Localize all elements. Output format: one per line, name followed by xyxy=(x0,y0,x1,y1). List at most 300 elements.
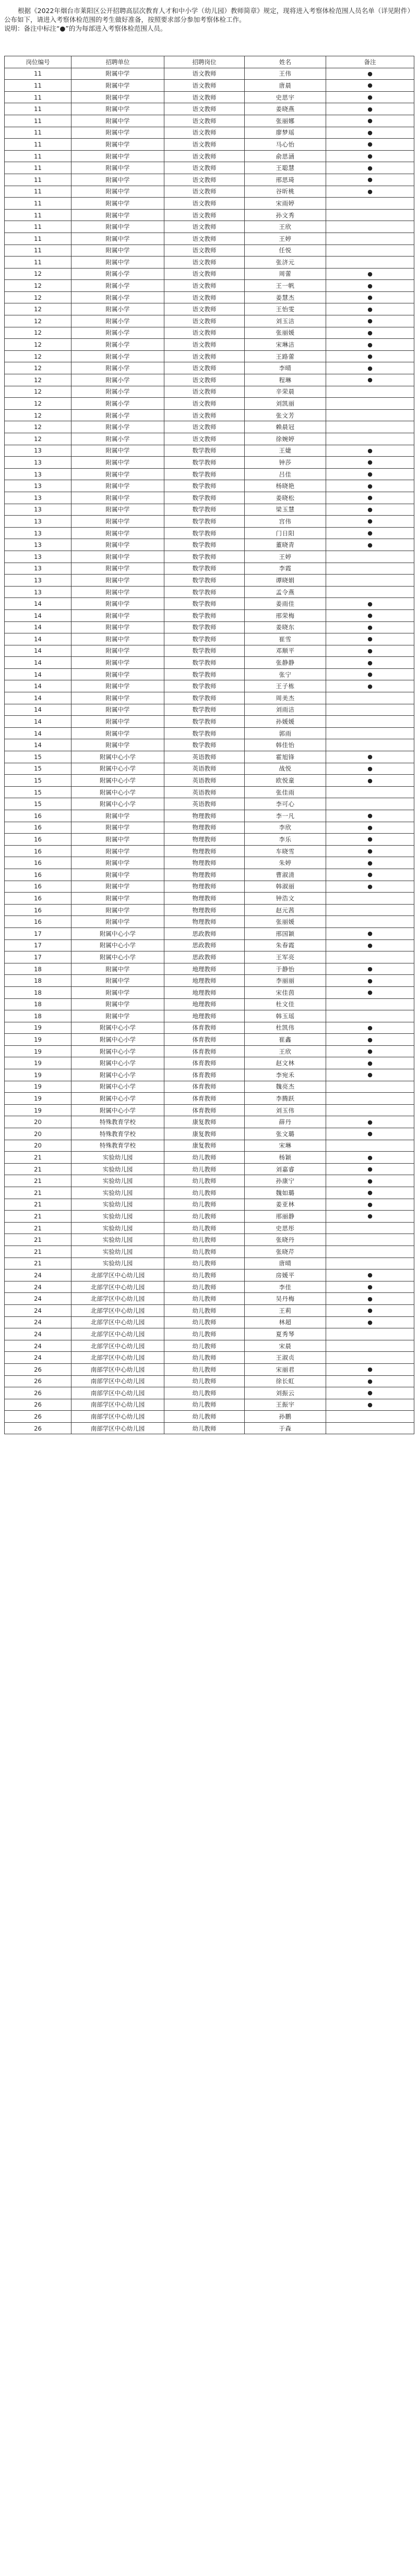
table-row xyxy=(5,1352,414,1364)
name-cell: 霍旭锋 xyxy=(245,751,326,763)
name-cell: 孙康宁 xyxy=(245,1175,326,1187)
unit-cell: 附属中学 xyxy=(71,680,164,692)
name-cell: 王路蕾 xyxy=(245,350,326,362)
position-cell: 物理教师 xyxy=(164,893,245,905)
post-id-cell: 12 xyxy=(5,362,71,374)
remark-cell xyxy=(326,551,414,563)
name-cell: 王子栋 xyxy=(245,680,326,692)
unit-cell: 附属中学 xyxy=(71,716,164,728)
table-row xyxy=(5,727,414,739)
post-id-cell: 24 xyxy=(5,1340,71,1352)
name-cell: 宋雨婷 xyxy=(245,198,326,210)
name-cell: 邢国颖 xyxy=(245,927,326,939)
name-cell: 俞思涵 xyxy=(245,150,326,162)
unit-cell: 北部学区中心幼儿园 xyxy=(71,1304,164,1316)
post-id-cell: 16 xyxy=(5,904,71,916)
name-cell: 王聪慧 xyxy=(245,162,326,174)
unit-cell: 实验幼儿园 xyxy=(71,1152,164,1164)
remark-cell: ● xyxy=(326,150,414,162)
position-cell: 体育教师 xyxy=(164,1069,245,1081)
position-cell: 幼儿教师 xyxy=(164,1163,245,1175)
name-cell: 王婷 xyxy=(245,233,326,245)
position-cell: 数学教师 xyxy=(164,692,245,704)
remark-cell: ● xyxy=(326,668,414,680)
unit-cell: 附属中学 xyxy=(71,834,164,846)
unit-cell: 附属小学 xyxy=(71,291,164,303)
unit-cell: 附属中心小学 xyxy=(71,751,164,763)
position-cell: 幼儿教师 xyxy=(164,1293,245,1305)
unit-cell: 附属中学 xyxy=(71,174,164,186)
post-id-cell: 21 xyxy=(5,1258,71,1269)
table-row xyxy=(5,233,414,245)
unit-cell: 附属中学 xyxy=(71,445,164,457)
name-cell: 刘玉伟 xyxy=(245,1104,326,1116)
remark-cell: ● xyxy=(326,1116,414,1128)
name-cell: 张丽媛 xyxy=(245,916,326,928)
name-cell: 李宛禾 xyxy=(245,1069,326,1081)
post-id-cell: 19 xyxy=(5,1081,71,1093)
remark-cell xyxy=(326,1140,414,1152)
remark-cell: ● xyxy=(326,162,414,174)
remark-cell xyxy=(326,1222,414,1234)
position-cell: 地理教师 xyxy=(164,1010,245,1022)
name-cell: 李乐 xyxy=(245,834,326,846)
name-cell: 宫伟 xyxy=(245,516,326,528)
post-id-cell: 16 xyxy=(5,822,71,834)
name-cell: 钟莎 xyxy=(245,457,326,469)
unit-cell: 附属中学 xyxy=(71,1010,164,1022)
table-row xyxy=(5,1304,414,1316)
table-row xyxy=(5,986,414,998)
unit-cell: 北部学区中心幼儿园 xyxy=(71,1281,164,1293)
name-cell: 史思彤 xyxy=(245,1222,326,1234)
remark-cell xyxy=(326,1328,414,1340)
unit-cell: 附属中学 xyxy=(71,139,164,151)
position-cell: 语文教师 xyxy=(164,68,245,80)
table-row xyxy=(5,963,414,975)
name-cell: 郭雨 xyxy=(245,727,326,739)
position-cell: 语文教师 xyxy=(164,209,245,221)
post-id-cell: 24 xyxy=(5,1281,71,1293)
table-row xyxy=(5,362,414,374)
post-id-cell: 11 xyxy=(5,174,71,186)
remark-cell: ● xyxy=(326,1175,414,1187)
remark-cell xyxy=(326,221,414,233)
name-cell: 门日阳 xyxy=(245,527,326,539)
position-cell: 体育教师 xyxy=(164,1057,245,1069)
table-row xyxy=(5,1258,414,1269)
position-cell: 物理教师 xyxy=(164,822,245,834)
position-cell: 数学教师 xyxy=(164,516,245,528)
remark-cell: ● xyxy=(326,1281,414,1293)
table-row xyxy=(5,1010,414,1022)
position-cell: 幼儿教师 xyxy=(164,1352,245,1364)
unit-cell: 附属中学 xyxy=(71,893,164,905)
position-cell: 物理教师 xyxy=(164,869,245,881)
table-row xyxy=(5,834,414,846)
name-cell: 张丽娜 xyxy=(245,115,326,127)
position-cell: 幼儿教师 xyxy=(164,1246,245,1258)
post-id-cell: 19 xyxy=(5,1104,71,1116)
name-cell: 张宁 xyxy=(245,668,326,680)
table-row xyxy=(5,586,414,598)
remark-cell: ● xyxy=(326,127,414,139)
position-cell: 数学教师 xyxy=(164,727,245,739)
position-cell: 语文教师 xyxy=(164,398,245,410)
unit-cell: 附属中学 xyxy=(71,221,164,233)
table-row xyxy=(5,763,414,775)
unit-cell: 附属中心小学 xyxy=(71,1069,164,1081)
name-cell: 薛丹 xyxy=(245,1116,326,1128)
remark-cell: ● xyxy=(326,1293,414,1305)
position-cell: 英语教师 xyxy=(164,763,245,775)
post-id-cell: 20 xyxy=(5,1128,71,1140)
name-cell: 朱春霞 xyxy=(245,939,326,951)
table-row xyxy=(5,1081,414,1093)
remark-cell xyxy=(326,704,414,716)
remark-cell: ● xyxy=(326,445,414,457)
name-cell: 王婕 xyxy=(245,445,326,457)
name-cell: 杜文佳 xyxy=(245,998,326,1010)
unit-cell: 附属中心小学 xyxy=(71,1093,164,1105)
unit-cell: 附属小学 xyxy=(71,268,164,280)
table-row xyxy=(5,162,414,174)
unit-cell: 附属中心小学 xyxy=(71,775,164,787)
unit-cell: 附属中学 xyxy=(71,869,164,881)
name-cell: 李晴 xyxy=(245,362,326,374)
post-id-cell: 24 xyxy=(5,1304,71,1316)
table-row xyxy=(5,845,414,857)
position-cell: 语文教师 xyxy=(164,198,245,210)
name-cell: 曹淑清 xyxy=(245,869,326,881)
name-cell: 周美杰 xyxy=(245,692,326,704)
position-cell: 地理教师 xyxy=(164,998,245,1010)
remark-cell xyxy=(326,409,414,421)
remark-cell: ● xyxy=(326,80,414,92)
post-id-cell: 24 xyxy=(5,1328,71,1340)
name-cell: 李丽丽 xyxy=(245,975,326,987)
remark-cell: ● xyxy=(326,539,414,551)
remark-cell: ● xyxy=(326,504,414,516)
table-row xyxy=(5,551,414,563)
unit-cell: 附属中学 xyxy=(71,551,164,563)
post-id-cell: 13 xyxy=(5,445,71,457)
post-id-cell: 20 xyxy=(5,1116,71,1128)
unit-cell: 附属中学 xyxy=(71,586,164,598)
post-id-cell: 18 xyxy=(5,963,71,975)
unit-cell: 附属中学 xyxy=(71,621,164,633)
post-id-cell: 21 xyxy=(5,1187,71,1199)
post-id-cell: 26 xyxy=(5,1411,71,1423)
post-id-cell: 18 xyxy=(5,998,71,1010)
table-row xyxy=(5,1093,414,1105)
name-cell: 李一凡 xyxy=(245,810,326,822)
post-id-cell: 15 xyxy=(5,763,71,775)
post-id-cell: 15 xyxy=(5,786,71,798)
remark-cell: ● xyxy=(326,327,414,339)
post-id-cell: 16 xyxy=(5,834,71,846)
name-cell: 房媛平 xyxy=(245,1269,326,1281)
post-id-cell: 14 xyxy=(5,598,71,610)
unit-cell: 南部学区中心幼儿园 xyxy=(71,1363,164,1375)
post-id-cell: 21 xyxy=(5,1211,71,1223)
remark-cell xyxy=(326,209,414,221)
name-cell: 孙文秀 xyxy=(245,209,326,221)
position-cell: 幼儿教师 xyxy=(164,1211,245,1223)
unit-cell: 附属中心小学 xyxy=(71,798,164,810)
position-cell: 幼儿教师 xyxy=(164,1222,245,1234)
remark-cell: ● xyxy=(326,1128,414,1140)
position-cell: 英语教师 xyxy=(164,775,245,787)
table-row xyxy=(5,680,414,692)
remark-cell: ● xyxy=(326,1211,414,1223)
remark-cell: ● xyxy=(326,986,414,998)
position-cell: 数学教师 xyxy=(164,716,245,728)
post-id-cell: 12 xyxy=(5,268,71,280)
table-row xyxy=(5,1234,414,1246)
position-cell: 语文教师 xyxy=(164,221,245,233)
unit-cell: 附属中学 xyxy=(71,633,164,645)
remark-cell: ● xyxy=(326,1057,414,1069)
post-id-cell: 26 xyxy=(5,1399,71,1411)
post-id-cell: 16 xyxy=(5,893,71,905)
name-cell: 钟浩文 xyxy=(245,893,326,905)
unit-cell: 附属小学 xyxy=(71,315,164,327)
unit-cell: 附属小学 xyxy=(71,374,164,386)
post-id-cell: 13 xyxy=(5,539,71,551)
unit-cell: 北部学区中心幼儿园 xyxy=(71,1340,164,1352)
position-cell: 数学教师 xyxy=(164,551,245,563)
position-cell: 数学教师 xyxy=(164,633,245,645)
name-cell: 宋琳 xyxy=(245,1140,326,1152)
position-cell: 物理教师 xyxy=(164,916,245,928)
unit-cell: 南部学区中心幼儿园 xyxy=(71,1387,164,1399)
table-row xyxy=(5,268,414,280)
unit-cell: 附属中学 xyxy=(71,80,164,92)
unit-cell: 附属中学 xyxy=(71,162,164,174)
position-cell: 数学教师 xyxy=(164,492,245,504)
unit-cell: 附属中心小学 xyxy=(71,1034,164,1046)
remark-cell: ● xyxy=(326,963,414,975)
table-row xyxy=(5,421,414,433)
remark-cell: ● xyxy=(326,1375,414,1387)
remark-cell: ● xyxy=(326,303,414,315)
table-row xyxy=(5,457,414,469)
table-row xyxy=(5,504,414,516)
table-row xyxy=(5,1140,414,1152)
remark-cell: ● xyxy=(326,374,414,386)
position-cell: 英语教师 xyxy=(164,751,245,763)
remark-cell: ● xyxy=(326,621,414,633)
unit-cell: 附属中心小学 xyxy=(71,1057,164,1069)
position-cell: 体育教师 xyxy=(164,1081,245,1093)
table-row xyxy=(5,1411,414,1423)
position-cell: 幼儿教师 xyxy=(164,1422,245,1434)
post-id-cell: 18 xyxy=(5,986,71,998)
remark-cell: ● xyxy=(326,468,414,480)
remark-cell: ● xyxy=(326,927,414,939)
column-header-remark: 备注 xyxy=(326,56,414,68)
table-row xyxy=(5,751,414,763)
remark-cell: ● xyxy=(326,139,414,151)
table-row xyxy=(5,810,414,822)
name-cell: 宋丽君 xyxy=(245,1363,326,1375)
position-cell: 语文教师 xyxy=(164,80,245,92)
table-row xyxy=(5,209,414,221)
post-id-cell: 16 xyxy=(5,881,71,893)
name-cell: 谭晓娟 xyxy=(245,575,326,587)
unit-cell: 附属中学 xyxy=(71,198,164,210)
unit-cell: 附属中学 xyxy=(71,881,164,893)
position-cell: 幼儿教师 xyxy=(164,1234,245,1246)
post-id-cell: 20 xyxy=(5,1140,71,1152)
post-id-cell: 14 xyxy=(5,704,71,716)
table-row xyxy=(5,339,414,351)
unit-cell: 附属中学 xyxy=(71,468,164,480)
unit-cell: 附属中学 xyxy=(71,103,164,115)
name-cell: 赖晨冠 xyxy=(245,421,326,433)
position-cell: 康复教师 xyxy=(164,1128,245,1140)
remark-cell: ● xyxy=(326,103,414,115)
table-row xyxy=(5,869,414,881)
position-cell: 物理教师 xyxy=(164,857,245,869)
remark-cell xyxy=(326,245,414,257)
position-cell: 幼儿教师 xyxy=(164,1375,245,1387)
table-row xyxy=(5,150,414,162)
post-id-cell: 26 xyxy=(5,1363,71,1375)
name-cell: 王莉 xyxy=(245,1304,326,1316)
unit-cell: 附属中心小学 xyxy=(71,1081,164,1093)
remark-cell xyxy=(326,692,414,704)
name-cell: 姜雨佳 xyxy=(245,598,326,610)
table-row xyxy=(5,303,414,315)
name-cell: 姜晓燕 xyxy=(245,103,326,115)
unit-cell: 附属中学 xyxy=(71,209,164,221)
remark-cell: ● xyxy=(326,822,414,834)
unit-cell: 特殊教育学校 xyxy=(71,1116,164,1128)
position-cell: 数学教师 xyxy=(164,480,245,492)
unit-cell: 北部学区中心幼儿园 xyxy=(71,1316,164,1328)
post-id-cell: 13 xyxy=(5,586,71,598)
post-id-cell: 17 xyxy=(5,939,71,951)
post-id-cell: 26 xyxy=(5,1375,71,1387)
post-id-cell: 26 xyxy=(5,1422,71,1434)
remark-cell: ● xyxy=(326,492,414,504)
remark-cell: ● xyxy=(326,645,414,657)
position-cell: 物理教师 xyxy=(164,881,245,893)
position-cell: 语文教师 xyxy=(164,245,245,257)
name-cell: 王振宇 xyxy=(245,1399,326,1411)
position-cell: 英语教师 xyxy=(164,786,245,798)
name-cell: 辛荣晨 xyxy=(245,386,326,398)
name-cell: 谷昕桃 xyxy=(245,186,326,198)
post-id-cell: 24 xyxy=(5,1316,71,1328)
name-cell: 姜慧杰 xyxy=(245,291,326,303)
post-id-cell: 15 xyxy=(5,775,71,787)
position-cell: 体育教师 xyxy=(164,1022,245,1034)
position-cell: 数学教师 xyxy=(164,680,245,692)
position-cell: 英语教师 xyxy=(164,798,245,810)
remark-cell: ● xyxy=(326,115,414,127)
table-row xyxy=(5,1211,414,1223)
table-row xyxy=(5,174,414,186)
remark-cell: ● xyxy=(326,845,414,857)
table-row xyxy=(5,1387,414,1399)
remark-cell: ● xyxy=(326,975,414,987)
post-id-cell: 14 xyxy=(5,645,71,657)
post-id-cell: 11 xyxy=(5,186,71,198)
unit-cell: 附属小学 xyxy=(71,386,164,398)
unit-cell: 实验幼儿园 xyxy=(71,1187,164,1199)
post-id-cell: 18 xyxy=(5,975,71,987)
position-cell: 语文教师 xyxy=(164,350,245,362)
post-id-cell: 12 xyxy=(5,315,71,327)
post-id-cell: 11 xyxy=(5,257,71,268)
table-row xyxy=(5,1293,414,1305)
name-cell: 张济元 xyxy=(245,257,326,268)
unit-cell: 南部学区中心幼儿园 xyxy=(71,1375,164,1387)
post-id-cell: 21 xyxy=(5,1152,71,1164)
post-id-cell: 24 xyxy=(5,1293,71,1305)
table-row xyxy=(5,1034,414,1046)
name-cell: 王欣 xyxy=(245,1045,326,1057)
position-cell: 数学教师 xyxy=(164,739,245,751)
name-cell: 梁玉慧 xyxy=(245,504,326,516)
position-cell: 幼儿教师 xyxy=(164,1199,245,1211)
unit-cell: 附属中学 xyxy=(71,480,164,492)
remark-cell xyxy=(326,727,414,739)
position-cell: 数学教师 xyxy=(164,657,245,669)
table-row xyxy=(5,103,414,115)
post-id-cell: 21 xyxy=(5,1234,71,1246)
unit-cell: 附属中学 xyxy=(71,810,164,822)
remark-cell: ● xyxy=(326,457,414,469)
notice-note: 说明：备注中标注“●”的为每部进入考察体检范围人员。 xyxy=(4,25,167,32)
table-row xyxy=(5,445,414,457)
position-cell: 语文教师 xyxy=(164,103,245,115)
column-header-name: 姓名 xyxy=(245,56,326,68)
table-row xyxy=(5,598,414,610)
post-id-cell: 15 xyxy=(5,798,71,810)
name-cell: 宋佳茵 xyxy=(245,986,326,998)
position-cell: 语文教师 xyxy=(164,150,245,162)
remark-cell xyxy=(326,586,414,598)
position-cell: 地理教师 xyxy=(164,986,245,998)
post-id-cell: 12 xyxy=(5,339,71,351)
remark-cell: ● xyxy=(326,1187,414,1199)
unit-cell: 南部学区中心幼儿园 xyxy=(71,1399,164,1411)
name-cell: 赵元茜 xyxy=(245,904,326,916)
position-cell: 幼儿教师 xyxy=(164,1304,245,1316)
name-cell: 欧悦童 xyxy=(245,775,326,787)
remark-cell xyxy=(326,386,414,398)
name-cell: 韩玉瑶 xyxy=(245,1010,326,1022)
remark-cell: ● xyxy=(326,939,414,951)
remark-cell: ● xyxy=(326,174,414,186)
name-cell: 张晓丹 xyxy=(245,1234,326,1246)
remark-cell: ● xyxy=(326,68,414,80)
remark-cell xyxy=(326,798,414,810)
remark-cell: ● xyxy=(326,1163,414,1175)
remark-cell: ● xyxy=(326,1316,414,1328)
position-cell: 语文教师 xyxy=(164,315,245,327)
unit-cell: 附属小学 xyxy=(71,350,164,362)
unit-cell: 附属中学 xyxy=(71,563,164,575)
name-cell: 李霞 xyxy=(245,563,326,575)
position-cell: 幼儿教师 xyxy=(164,1269,245,1281)
remark-cell: ● xyxy=(326,91,414,103)
table-row xyxy=(5,539,414,551)
